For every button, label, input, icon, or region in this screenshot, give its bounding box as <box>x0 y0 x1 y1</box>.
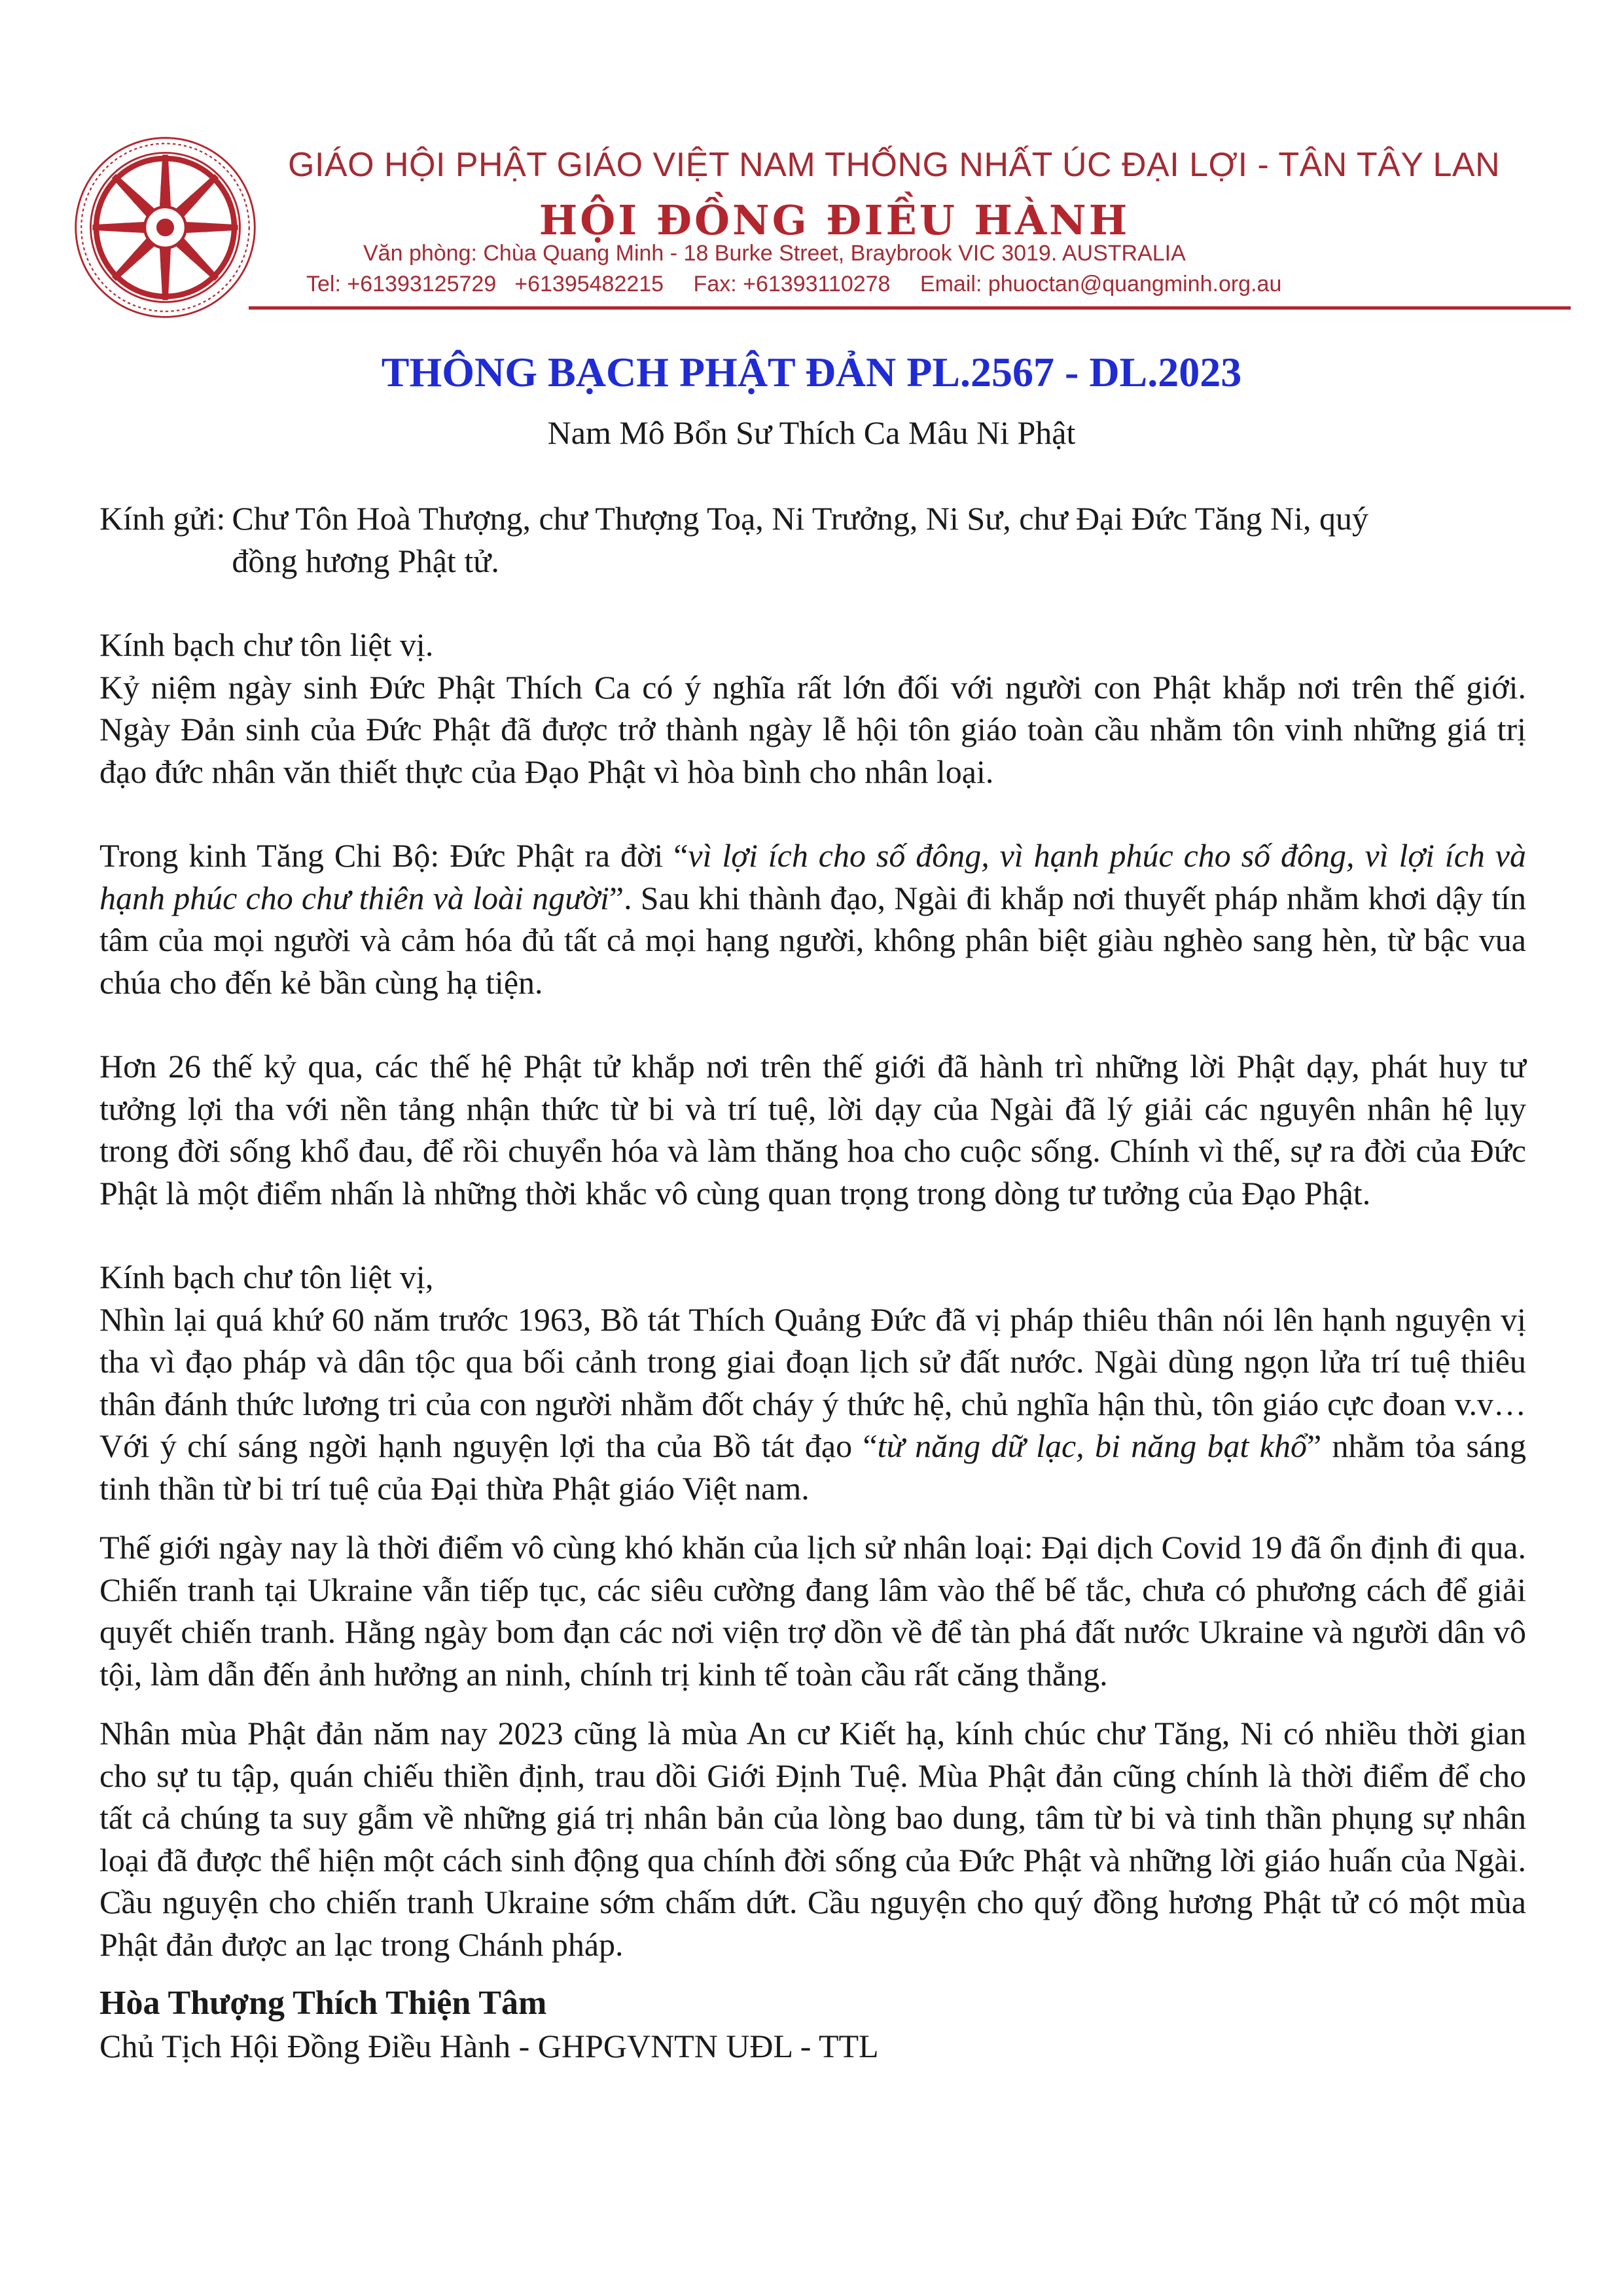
dharma-wheel-icon <box>72 134 259 321</box>
paragraph-1: Kỷ niệm ngày sinh Đức Phật Thích Ca có ý nghĩa rất lớn đối với người con Phật khắp nơi trên thế giới. Ngày Đản sinh của Đức Phật đã được trở thành ngày lễ hội tôn giáo toàn cầu nhằm tôn vinh những giá trị đạo đức nhân văn thiết thực của Đạo Phật vì hòa bình cho nhân loại. <box>99 668 1526 790</box>
contact-line <box>306 272 1550 297</box>
council-name: HỘI ĐỒNG ĐIỀU HÀNH <box>539 196 1130 244</box>
paragraph-4: Nhìn lại quá khứ 60 năm trước 1963, Bồ tát Thích Quảng Đức đã vị pháp thiêu thân nói lên hạnh nguyện vị tha vì đạo pháp và dân tộc qua bối cảnh trong giai đoạn lịch sử đất nước. Ngài dùng ngọn lửa trí tuệ thiêu thân đánh thức lương tri của con người nhằm đốt cháy ý thức hệ, chủ nghĩa hận thù, tôn giáo cực đoan v.v… Với ý chí sáng ngời hạnh nguyện lợi tha của Bồ tát đạo “từ năng dữ lạc, bi năng bạt khổ” nhằm tỏa sáng tinh thần từ bi trí tuệ của Đại thừa Phật giáo Việt nam. <box>99 1300 1526 1507</box>
recipients <box>99 497 1526 582</box>
recipients-list: Chư Tôn Hoà Thượng, chư Thượng Toạ, Ni Trưởng, Ni Sư, chư Đại Đức Tăng Ni, quý đồng hương Phật tử. <box>232 500 1368 579</box>
office-address: Văn phòng: Chùa Quang Minh - 18 Burke Street, Braybrook VIC 3019. AUSTRALIA <box>363 241 1186 266</box>
fax-number: Fax: +61393110278 <box>693 272 891 296</box>
salutation-1: Kính bạch chư tôn liệt vị. <box>99 626 434 663</box>
bodhisattva-quote: từ năng dữ lạc, bi năng bạt khổ <box>877 1427 1307 1464</box>
paragraph-2: Trong kinh Tăng Chi Bộ: Đức Phật ra đời “vì lợi ích cho số đông, vì hạnh phúc cho số đông, vì lợi ích và hạnh phúc cho chư thiên và loài người”. Sau khi thành đạo, Ngài đi khắp nơi thuyết pháp nhằm khơi dậy tín tâm của mọi người và cảm hóa đủ tất cả mọi hạng người, không phân biệt giàu nghèo sang hèn, từ bậc vua chúa cho đến kẻ bần cùng hạ tiện. <box>99 837 1526 1001</box>
recipients-label: Kính gửi: <box>99 500 226 537</box>
phone-numbers: Tel: +61393125729 +61395482215 <box>306 272 664 296</box>
letterhead-divider <box>249 306 1571 310</box>
letter-body <box>99 497 1526 2067</box>
salutation-2: Kính bạch chư tôn liệt vị, <box>99 1259 434 1295</box>
paragraph-3: Hơn 26 thế kỷ qua, các thế hệ Phật tử khắp nơi trên thế giới đã hành trì những lời Phật dạy, phát huy tư tưởng lợi tha với nền tảng nhận thức từ bi và trí tuệ, lời dạy của Ngài đã lý giải các nguyên nhân hệ lụy trong đời sống khổ đau, để rồi chuyển hóa và làm thăng hoa cho cuộc sống. Chính vì thế, sự ra đời của Đức Phật là một điểm nhấn là những thời khắc vô cùng quan trọng trong dòng tư tưởng của Đạo Phật. <box>99 1048 1526 1211</box>
invocation: Nam Mô Bổn Sư Thích Ca Mâu Ni Phật <box>547 414 1076 451</box>
signer-name: Hòa Thượng Thích Thiện Tâm <box>99 1984 547 2022</box>
signer-title: Chủ Tịch Hội Đồng Điều Hành - GHPGVNTN UĐL - TTL <box>99 2027 879 2064</box>
paragraph-6: Nhân mùa Phật đản năm nay 2023 cũng là mùa An cư Kiết hạ, kính chúc chư Tăng, Ni có nhiều thời gian cho sự tu tập, quán chiếu thiền định, trau dồi Giới Định Tuệ. Mùa Phật đản cũng chính là thời điểm để cho tất cả chúng ta suy gẫm về những giá trị nhân bản của lòng bao dung, tâm từ bi và tinh thần phụng sự nhân loại đã được thể hiện một cách sinh động qua chính đời sống của Đức Phật và những lời giáo huấn của Ngài. Cầu nguyện cho chiến tranh Ukraine sớm chấm dứt. Cầu nguyện cho quý đồng hương Phật tử có một mùa Phật đản được an lạc trong Chánh pháp. <box>99 1715 1526 1963</box>
organization-name: GIÁO HỘI PHẬT GIÁO VIỆT NAM THỐNG NHẤT ÚC ĐẠI LỢI - TÂN TÂY LAN <box>288 146 1501 184</box>
email-address: Email: phuoctan@quangminh.org.au <box>919 272 1282 296</box>
sutra-quote: vì lợi ích cho số đông, vì hạnh phúc cho số đông, vì lợi ích và hạnh phúc cho chư thiên và loài người <box>99 837 1526 916</box>
paragraph-5: Thế giới ngày nay là thời điểm vô cùng khó khăn của lịch sử nhân loại: Đại dịch Covid 19 đã ổn định đi qua. Chiến tranh tại Ukraine vẫn tiếp tục, các siêu cường đang lâm vào thế bế tắc, chưa có phương cách để giải quyết chiến tranh. Hằng ngày bom đạn các nơi viện trợ dồn về để tàn phá đất nước Ukraine và người dân vô tội, làm dẫn đến ảnh hưởng an ninh, chính trị kinh tế toàn cầu rất căng thẳng. <box>99 1529 1526 1693</box>
document-title: THÔNG BẠCH PHẬT ĐẢN PL.2567 - DL.2023 <box>381 349 1242 395</box>
